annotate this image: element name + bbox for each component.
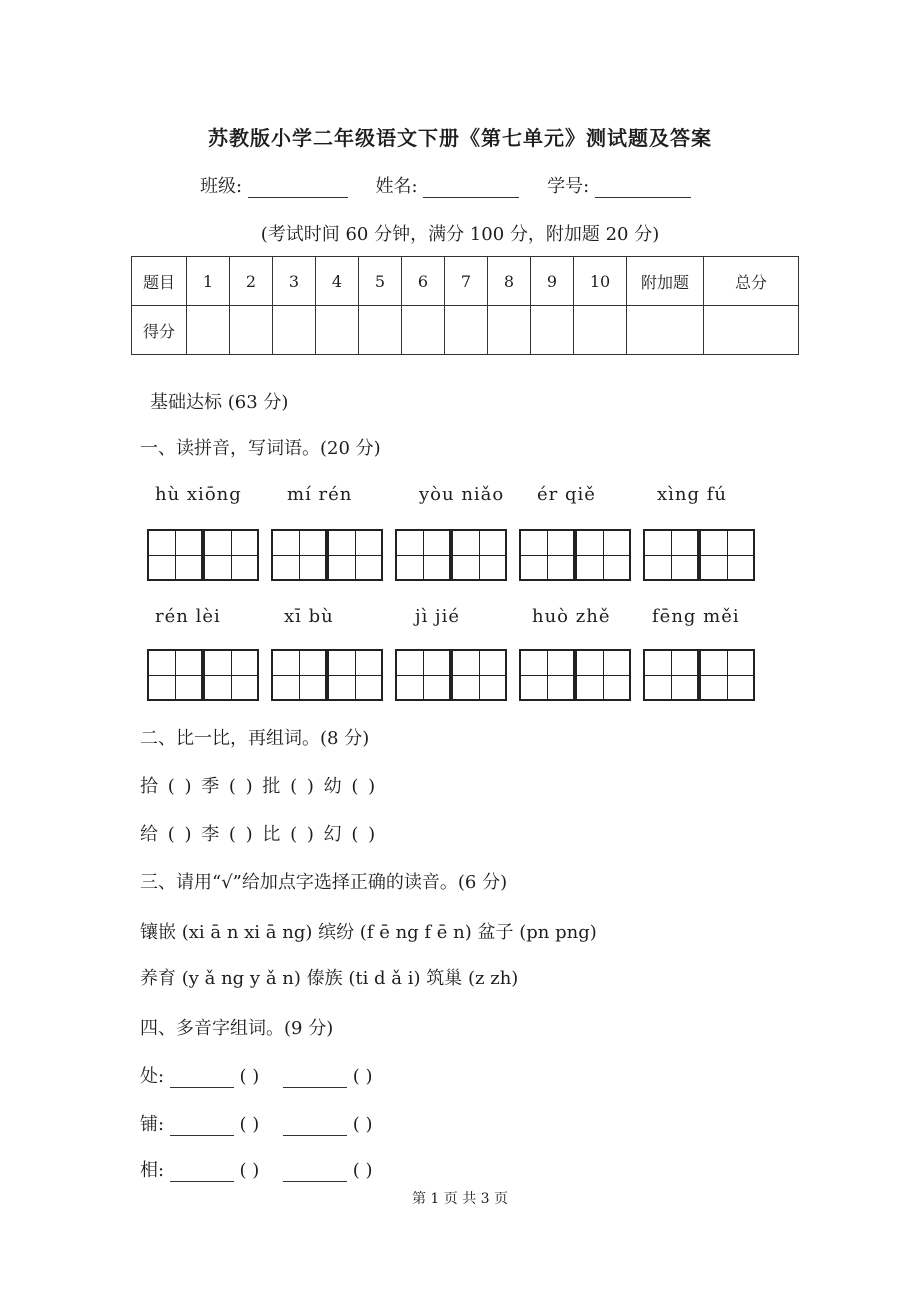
score-header-cell: 3 xyxy=(273,257,316,306)
pinyin-2-4: huò zhě xyxy=(532,606,611,627)
id-blank[interactable] xyxy=(595,177,691,198)
score-header-cell: 10 xyxy=(574,257,627,306)
paren: ( ) xyxy=(239,1066,260,1087)
writing-box[interactable] xyxy=(451,649,507,701)
writing-box[interactable] xyxy=(271,649,327,701)
score-header-cell: 6 xyxy=(402,257,445,306)
q4-char: 铺: xyxy=(140,1114,165,1135)
score-row xyxy=(132,306,799,355)
name-blank[interactable] xyxy=(423,177,519,198)
q3-heading: 三、请用“√”给加点字选择正确的读音。(6 分) xyxy=(140,872,508,893)
score-cell[interactable] xyxy=(316,306,359,355)
score-header-cell: 9 xyxy=(531,257,574,306)
answer-blank[interactable] xyxy=(170,1069,234,1088)
class-blank[interactable] xyxy=(248,177,348,198)
score-header-cell: 8 xyxy=(488,257,531,306)
writing-box[interactable] xyxy=(699,529,755,581)
score-cell[interactable] xyxy=(187,306,230,355)
score-row-label: 得分 xyxy=(132,306,187,355)
score-header-row xyxy=(132,257,799,306)
score-cell[interactable] xyxy=(445,306,488,355)
writing-box[interactable] xyxy=(395,649,451,701)
writing-box[interactable] xyxy=(327,649,383,701)
answer-blank[interactable] xyxy=(170,1117,234,1136)
writing-box[interactable] xyxy=(451,529,507,581)
pinyin-1-5: xìng fú xyxy=(657,484,727,505)
q1-heading: 一、读拼音，写词语。(20 分) xyxy=(140,438,381,459)
pinyin-2-5: fēng měi xyxy=(652,606,740,627)
score-cell[interactable] xyxy=(574,306,627,355)
writing-box[interactable] xyxy=(575,649,631,701)
q4-char: 处: xyxy=(140,1066,165,1087)
pinyin-2-1: rén lèi xyxy=(155,606,221,627)
pinyin-1-2: mí rén xyxy=(287,484,353,505)
writing-box[interactable] xyxy=(147,529,203,581)
score-cell[interactable] xyxy=(402,306,445,355)
writing-box[interactable] xyxy=(643,649,699,701)
score-header-cell: 7 xyxy=(445,257,488,306)
q3-line-1: 镶嵌 (xi ā n xi ā ng) 缤纷 (f ē ng f ē n) 盆子 (pn png) xyxy=(140,922,597,943)
answer-blank[interactable] xyxy=(283,1117,347,1136)
score-header-cell: 5 xyxy=(359,257,402,306)
paren: ( ) xyxy=(352,1066,373,1087)
paren: ( ) xyxy=(239,1114,260,1135)
page-title: 苏教版小学二年级语文下册《第七单元》测试题及答案 xyxy=(208,126,712,150)
writing-box[interactable] xyxy=(519,529,575,581)
id-label: 学号: xyxy=(547,176,590,197)
writing-box[interactable] xyxy=(271,529,327,581)
section-basic: 基础达标 (63 分) xyxy=(150,392,289,413)
exam-note: (考试时间 60 分钟，满分 100 分，附加题 20 分) xyxy=(260,224,660,245)
q4-item xyxy=(140,1062,373,1088)
score-header-cell: 总分 xyxy=(704,257,799,306)
writing-box[interactable] xyxy=(575,529,631,581)
writing-box[interactable] xyxy=(327,529,383,581)
writing-box[interactable] xyxy=(643,529,699,581)
pinyin-2-2: xī bù xyxy=(284,606,334,627)
pinyin-2-3: jì jié xyxy=(415,606,461,627)
student-info xyxy=(200,172,691,198)
q3-line-2: 养育 (y ǎ ng y ǎ n) 傣族 (ti d ǎ i) 筑巢 (z zh) xyxy=(140,968,519,989)
score-cell[interactable] xyxy=(273,306,316,355)
class-label: 班级: xyxy=(200,176,243,197)
paren: ( ) xyxy=(239,1160,260,1181)
page-footer: 第 1 页 共 3 页 xyxy=(411,1191,509,1207)
q4-heading: 四、多音字组词。(9 分) xyxy=(140,1018,334,1039)
q4-char: 相: xyxy=(140,1160,165,1181)
q2-line-1: 拾 ( ) 季 ( ) 批 ( ) 幼 ( ) xyxy=(140,776,376,797)
writing-box[interactable] xyxy=(147,649,203,701)
paren: ( ) xyxy=(352,1114,373,1135)
score-table xyxy=(131,256,799,355)
score-header-cell: 附加题 xyxy=(627,257,704,306)
score-header-cell: 2 xyxy=(230,257,273,306)
name-label: 姓名: xyxy=(375,176,418,197)
writing-box[interactable] xyxy=(699,649,755,701)
writing-box[interactable] xyxy=(395,529,451,581)
q4-item xyxy=(140,1110,373,1136)
writing-box[interactable] xyxy=(203,649,259,701)
q2-heading: 二、比一比，再组词。(8 分) xyxy=(140,728,370,749)
q4-item xyxy=(140,1156,373,1182)
q2-line-2: 给 ( ) 李 ( ) 比 ( ) 幻 ( ) xyxy=(140,824,376,845)
score-cell[interactable] xyxy=(531,306,574,355)
pinyin-1-4: ér qiě xyxy=(537,484,596,505)
score-cell[interactable] xyxy=(627,306,704,355)
answer-blank[interactable] xyxy=(283,1163,347,1182)
score-header-cell: 1 xyxy=(187,257,230,306)
score-header-cell: 4 xyxy=(316,257,359,306)
score-cell[interactable] xyxy=(488,306,531,355)
pinyin-1-1: hù xiōng xyxy=(155,484,242,505)
answer-blank[interactable] xyxy=(170,1163,234,1182)
pinyin-1-3: yòu niǎo xyxy=(419,484,505,505)
answer-blank[interactable] xyxy=(283,1069,347,1088)
paren: ( ) xyxy=(352,1160,373,1181)
score-cell[interactable] xyxy=(704,306,799,355)
score-cell[interactable] xyxy=(359,306,402,355)
writing-box[interactable] xyxy=(519,649,575,701)
score-header-cell: 题目 xyxy=(132,257,187,306)
writing-box[interactable] xyxy=(203,529,259,581)
score-cell[interactable] xyxy=(230,306,273,355)
